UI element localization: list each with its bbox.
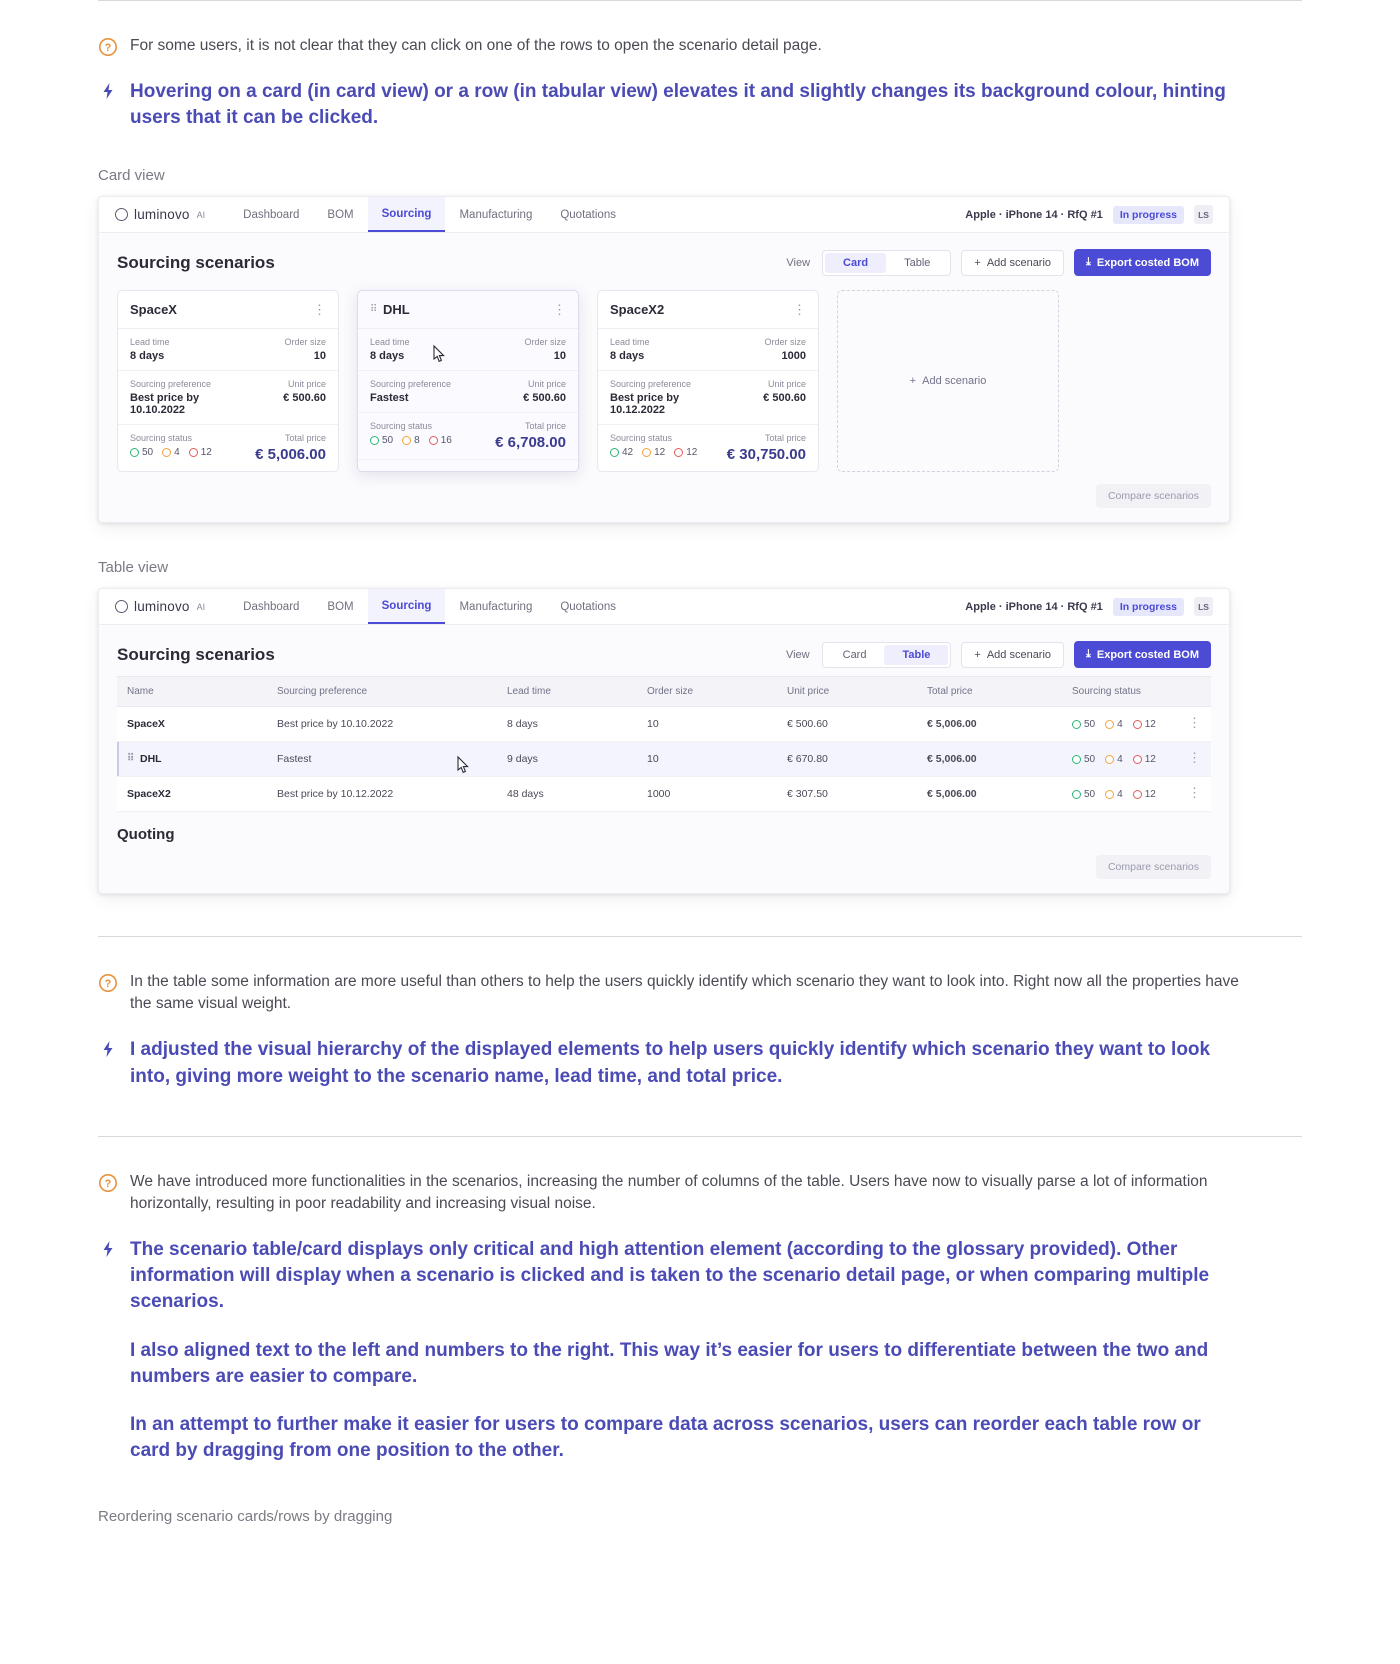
add-scenario-label: Add scenario <box>986 648 1052 661</box>
panel-footer-card <box>99 472 1229 522</box>
status-amber-count: 4 <box>174 447 180 459</box>
order-size-cell <box>228 337 326 362</box>
divider-lower <box>98 1136 1302 1137</box>
section-problem-solution-1 <box>0 35 1400 131</box>
add-scenario-card-label: Add scenario <box>922 375 987 388</box>
lead-time-cell <box>130 337 228 362</box>
topbar-right <box>965 205 1213 224</box>
card-section-pref <box>118 371 338 425</box>
warning-circle-icon <box>162 448 171 457</box>
unit-price-cell <box>468 379 566 404</box>
divider-middle <box>98 936 1302 937</box>
scenario-name-with-handle <box>127 753 257 765</box>
lightning-bolt-icon <box>98 1239 118 1259</box>
nav-item-quotations[interactable]: Quotations <box>560 600 616 613</box>
app-logo <box>115 599 205 614</box>
sourcing-preference-value: Best price by 10.10.2022 <box>130 392 200 417</box>
unit-price-cell <box>708 379 806 416</box>
app-topbar <box>99 197 1229 233</box>
status-amber-count: 4 <box>1117 788 1123 800</box>
total-price-value: € 5,006.00 <box>255 446 326 464</box>
status-red-count: 12 <box>1144 753 1156 765</box>
main-nav <box>229 589 630 624</box>
error-circle-icon <box>429 436 438 445</box>
status-chip-amber <box>402 435 420 446</box>
scenario-card[interactable] <box>597 290 819 472</box>
nav-item-manufacturing[interactable]: Manufacturing <box>459 600 533 613</box>
cell-name <box>117 707 267 742</box>
panel-actions <box>786 641 1211 668</box>
scenario-card-hovered[interactable] <box>357 290 579 472</box>
plus-icon: + <box>974 648 981 661</box>
error-circle-icon <box>1133 790 1142 799</box>
status-chip-red <box>429 435 452 446</box>
nav-item-manufacturing[interactable]: Manufacturing <box>459 208 533 221</box>
topbar-right <box>965 597 1213 616</box>
table-row-hovered[interactable] <box>117 742 1211 777</box>
order-size-label: Order size <box>524 337 566 348</box>
error-circle-icon <box>189 448 198 457</box>
status-amber-count: 4 <box>1117 718 1123 730</box>
drag-handle-icon[interactable]: ⠿ <box>370 303 377 315</box>
lead-time-cell <box>610 337 708 362</box>
svg-text:?: ? <box>104 42 112 54</box>
status-red-count: 12 <box>686 447 698 459</box>
card-header <box>358 291 578 329</box>
status-chip-amber <box>1105 719 1123 730</box>
check-circle-icon <box>1072 790 1081 799</box>
panel-footer-table <box>99 843 1229 893</box>
page-title: Sourcing scenarios <box>117 252 275 272</box>
more-options-icon[interactable]: ⋮ <box>1188 715 1201 731</box>
check-circle-icon <box>610 448 619 457</box>
solution-text-1: Hovering on a card (in card view) or a row (in tabular view) elevates it and slightly changes its background colour, hinting users that it can be clicked. <box>130 81 1226 129</box>
unit-price-label: Unit price <box>767 379 806 390</box>
view-toggle <box>822 642 952 668</box>
sourcing-preference-value: Best price by 10.12.2022 <box>610 392 680 417</box>
sourcing-status-cell <box>370 421 468 451</box>
table-header-row <box>117 677 1211 707</box>
status-red-count: 12 <box>1144 718 1156 730</box>
problem-row-3 <box>98 1171 1302 1215</box>
sourcing-preference-cell <box>130 379 228 416</box>
status-red-count: 16 <box>440 435 452 447</box>
caption-table-view: Table view <box>98 559 169 577</box>
compare-scenarios-button[interactable]: Compare scenarios <box>1096 855 1211 879</box>
status-chip-group <box>370 435 468 446</box>
status-green-count: 42 <box>622 447 634 459</box>
scenario-table-wrapper <box>99 676 1229 812</box>
order-size-cell <box>708 337 806 362</box>
cell-sourcing-preference: Fastest <box>267 742 497 777</box>
status-chip-green <box>1072 754 1095 765</box>
status-chip-group <box>130 447 228 458</box>
cell-unit-price: € 670.80 <box>777 742 917 777</box>
scenario-name: DHL <box>140 753 162 766</box>
cell-sourcing-preference: Best price by 10.10.2022 <box>267 707 497 742</box>
status-chip-group <box>610 447 708 458</box>
col-total-price[interactable]: Total price <box>917 677 1062 707</box>
card-section-pref <box>358 371 578 413</box>
cell-total-price: € 5,006.00 <box>917 777 1062 812</box>
col-name[interactable]: Name <box>117 677 267 707</box>
breadcrumb: Apple · iPhone 14 · RfQ #1 <box>965 600 1103 613</box>
lead-time-value: 8 days <box>130 350 165 363</box>
solution-row-1 <box>98 79 1302 131</box>
sourcing-preference-cell <box>370 379 468 404</box>
sourcing-status-label: Sourcing status <box>130 433 193 444</box>
main-nav <box>229 197 630 232</box>
total-price-label: Total price <box>284 433 326 444</box>
status-badge: In progress <box>1113 598 1184 616</box>
nav-item-sourcing[interactable]: Sourcing <box>368 197 446 232</box>
solution-row-2 <box>98 1037 1302 1089</box>
check-circle-icon <box>1072 755 1081 764</box>
status-chip-red <box>1133 754 1156 765</box>
status-chip-red <box>1133 719 1156 730</box>
download-icon: ⤓ <box>1086 648 1091 661</box>
order-size-value: 1000 <box>781 350 806 363</box>
cell-sourcing-status <box>1062 707 1178 742</box>
compare-scenarios-button[interactable]: Compare scenarios <box>1096 484 1211 508</box>
view-label: View <box>786 256 811 269</box>
solution-text-2: I adjusted the visual hierarchy of the displayed elements to help users quickly identify which scenario they want to look into, giving more weight to the scenario name, lead time, and total price. <box>130 1039 1211 1087</box>
sourcing-preference-cell <box>610 379 708 416</box>
scenario-name: SpaceX2 <box>610 302 665 318</box>
section-problem-solution-2 <box>0 971 1400 1089</box>
warning-circle-icon <box>402 436 411 445</box>
question-mark-icon <box>98 37 118 57</box>
page-title: Sourcing scenarios <box>117 644 275 664</box>
col-sourcing-status[interactable]: Sourcing status <box>1062 677 1178 707</box>
card-header <box>118 291 338 329</box>
lead-time-label: Lead time <box>130 337 170 348</box>
nav-item-quotations[interactable]: Quotations <box>560 208 616 221</box>
nav-item-dashboard[interactable]: Dashboard <box>243 208 300 221</box>
card-header <box>598 291 818 329</box>
nav-item-bom[interactable]: BOM <box>327 600 354 613</box>
order-size-value: 10 <box>313 350 326 363</box>
download-icon: ⤓ <box>1086 256 1091 269</box>
status-red-count: 12 <box>200 447 212 459</box>
svg-text:?: ? <box>104 978 112 991</box>
status-green-count: 50 <box>382 435 394 447</box>
cell-name <box>117 742 267 777</box>
card-section-status <box>598 425 818 471</box>
unit-price-label: Unit price <box>287 379 326 390</box>
nav-item-dashboard[interactable]: Dashboard <box>243 600 300 613</box>
order-size-value: 10 <box>553 350 566 363</box>
lead-time-value: 8 days <box>370 350 405 363</box>
solution-text-3c: In an attempt to further make it easier for users to compare data across scenarios, users can reorder each table row or card by dragging from one position to the other. <box>130 1413 1201 1462</box>
breadcrumb: Apple · iPhone 14 · RfQ #1 <box>965 208 1103 221</box>
scenario-name: SpaceX <box>130 302 177 318</box>
plus-icon: + <box>974 256 981 269</box>
lead-time-cell <box>370 337 468 362</box>
export-bom-label: Export costed BOM <box>1096 256 1199 269</box>
unit-price-value: € 500.60 <box>283 392 326 405</box>
total-price-value: € 6,708.00 <box>495 434 566 452</box>
total-price-cell <box>468 421 566 451</box>
status-green-count: 50 <box>1084 788 1096 800</box>
warning-circle-icon <box>1105 790 1114 799</box>
panel-header-card <box>99 233 1229 284</box>
panel-header-table <box>99 625 1229 676</box>
status-green-count: 50 <box>1084 718 1096 730</box>
scenario-name: SpaceX <box>127 718 165 731</box>
cell-lead-time: 48 days <box>497 777 637 812</box>
logo-text: luminovo <box>134 207 190 223</box>
unit-price-label: Unit price <box>527 379 566 390</box>
drag-handle-icon[interactable]: ⠿ <box>127 753 134 765</box>
more-options-icon[interactable]: ⋮ <box>313 301 326 317</box>
status-green-count: 50 <box>142 447 154 459</box>
cell-sourcing-status <box>1062 777 1178 812</box>
status-chip-green <box>370 435 393 446</box>
logo-text: luminovo <box>134 599 190 615</box>
add-scenario-label: Add scenario <box>986 256 1052 269</box>
problem-text-1: For some users, it is not clear that they can click on one of the rows to open the scenario detail page. <box>130 37 822 54</box>
cell-actions <box>1178 777 1211 812</box>
tab-table-view[interactable]: Table <box>884 645 948 665</box>
cell-order-size: 10 <box>637 707 777 742</box>
add-scenario-card[interactable] <box>837 290 1059 472</box>
card-section-lead <box>118 329 338 371</box>
total-price-value: € 30,750.00 <box>726 446 806 464</box>
status-badge: In progress <box>1113 206 1184 224</box>
solution-row-3 <box>98 1237 1302 1465</box>
status-chip-group <box>1072 719 1168 730</box>
cell-sourcing-preference: Best price by 10.12.2022 <box>267 777 497 812</box>
check-circle-icon <box>1072 720 1081 729</box>
export-costed-bom-button[interactable] <box>1074 249 1211 276</box>
status-chip-amber <box>162 447 180 458</box>
app-topbar <box>99 589 1229 625</box>
question-mark-icon <box>98 1173 118 1193</box>
view-toggle <box>822 250 951 276</box>
caption-card-view: Card view <box>98 167 165 185</box>
cell-total-price: € 5,006.00 <box>917 742 1062 777</box>
scenario-card-list <box>99 284 1229 472</box>
scenario-name: DHL <box>383 302 410 318</box>
cell-actions <box>1178 707 1211 742</box>
status-chip-green <box>1072 719 1095 730</box>
card-section-lead <box>358 329 578 371</box>
warning-circle-icon <box>642 448 651 457</box>
unit-price-value: € 500.60 <box>763 392 806 405</box>
lead-time-label: Lead time <box>370 337 410 348</box>
col-actions <box>1178 677 1211 707</box>
total-price-label: Total price <box>524 421 566 432</box>
order-size-label: Order size <box>284 337 326 348</box>
tab-table-view[interactable]: Table <box>904 256 931 269</box>
check-circle-icon <box>370 436 379 445</box>
status-amber-count: 12 <box>654 447 666 459</box>
status-chip-red <box>1133 789 1156 800</box>
solution-paragraphs-3 <box>130 1237 1240 1465</box>
table-row[interactable] <box>117 777 1211 812</box>
unit-price-value: € 500.60 <box>523 392 566 405</box>
panel-actions <box>786 249 1211 276</box>
status-chip-group <box>1072 789 1168 800</box>
warning-circle-icon <box>1105 720 1114 729</box>
sourcing-status-label: Sourcing status <box>370 421 433 432</box>
order-size-cell <box>468 337 566 362</box>
status-chip-red <box>189 447 212 458</box>
export-bom-label: Export costed BOM <box>1096 648 1199 661</box>
status-chip-green <box>130 447 153 458</box>
app-logo <box>115 207 205 222</box>
view-label: View <box>785 648 810 661</box>
add-scenario-button[interactable] <box>961 250 1064 276</box>
logo-ring-icon <box>115 600 128 613</box>
cell-unit-price: € 307.50 <box>777 777 917 812</box>
avatar[interactable]: LS <box>1194 205 1213 224</box>
divider-top <box>98 0 1302 1</box>
lead-time-label: Lead time <box>610 337 650 348</box>
status-green-count: 50 <box>1084 753 1096 765</box>
card-section-pref <box>598 371 818 425</box>
sourcing-status-cell <box>610 433 708 463</box>
total-price-cell <box>708 433 806 463</box>
nav-item-bom[interactable]: BOM <box>327 208 354 221</box>
avatar[interactable]: LS <box>1194 597 1213 616</box>
card-section-status <box>358 413 578 460</box>
cell-total-price: € 5,006.00 <box>917 707 1062 742</box>
status-chip-green <box>1072 789 1095 800</box>
nav-item-sourcing[interactable]: Sourcing <box>368 589 446 624</box>
status-red-count: 12 <box>1144 788 1156 800</box>
more-options-icon[interactable]: ⋮ <box>1188 785 1201 801</box>
status-chip-amber <box>642 447 665 458</box>
cell-lead-time: 8 days <box>497 707 637 742</box>
status-amber-count: 4 <box>1117 753 1123 765</box>
problem-text-3: We have introduced more functionalities in the scenarios, increasing the number of columns of the table. Users have now to visually parse a lot of information horizontally, resulting in poor readability and increasing visual noise. <box>130 1172 1208 1212</box>
cell-name <box>117 777 267 812</box>
cell-actions <box>1178 742 1211 777</box>
solution-text-3a: The scenario table/card displays only critical and high attention element (according to the glossary provided). Other information will display when a scenario is clicked and is taken to the scenario detail page, or when comparing multiple scenarios. <box>130 1238 1210 1313</box>
status-chip-group <box>1072 754 1168 765</box>
sourcing-preference-label: Sourcing preference <box>610 379 692 390</box>
col-sourcing-preference[interactable]: Sourcing preference <box>267 677 497 707</box>
lead-time-value: 8 days <box>610 350 645 363</box>
tab-card-view[interactable]: Card <box>825 253 886 273</box>
cell-order-size: 10 <box>637 742 777 777</box>
cell-sourcing-status <box>1062 742 1178 777</box>
sourcing-preference-label: Sourcing preference <box>370 379 452 390</box>
sourcing-status-label: Sourcing status <box>610 433 673 444</box>
plus-icon: + <box>909 375 917 388</box>
add-scenario-button[interactable] <box>961 642 1064 668</box>
card-section-status <box>118 425 338 471</box>
problem-row-2 <box>98 971 1302 1015</box>
col-unit-price[interactable]: Unit price <box>777 677 917 707</box>
status-chip-red <box>674 447 697 458</box>
lightning-bolt-icon <box>98 81 118 101</box>
more-options-icon[interactable]: ⋮ <box>793 301 806 317</box>
error-circle-icon <box>1133 720 1142 729</box>
logo-sub-text: AI <box>196 209 206 220</box>
sourcing-preference-value: Fastest <box>370 392 409 405</box>
cell-order-size: 1000 <box>637 777 777 812</box>
export-costed-bom-button[interactable] <box>1074 641 1211 668</box>
mock-window-card-view <box>98 196 1230 523</box>
logo-sub-text: AI <box>196 601 206 612</box>
problem-row-1 <box>98 35 1302 57</box>
tab-card-view[interactable]: Card <box>842 648 867 661</box>
status-chip-amber <box>1105 754 1123 765</box>
error-circle-icon <box>1133 755 1142 764</box>
sourcing-status-cell <box>130 433 228 463</box>
mock-window-table-view <box>98 588 1230 894</box>
scenario-name: SpaceX2 <box>127 788 171 801</box>
status-chip-amber <box>1105 789 1123 800</box>
caption-reordering: Reordering scenario cards/rows by dragging <box>98 1508 393 1526</box>
col-lead-time[interactable]: Lead time <box>497 677 637 707</box>
quoting-section-title: Quoting <box>117 826 175 844</box>
more-options-icon[interactable]: ⋮ <box>1188 750 1201 766</box>
solution-text-3b: I also aligned text to the left and numbers to the right. This way it’s easier for users to differentiate between the two and numbers are easier to compare. <box>130 1339 1209 1387</box>
table-row[interactable] <box>117 707 1211 742</box>
more-options-icon[interactable]: ⋮ <box>553 301 566 317</box>
scenario-card[interactable] <box>117 290 339 472</box>
status-amber-count: 8 <box>414 435 420 447</box>
unit-price-cell <box>228 379 326 416</box>
scenario-table <box>117 676 1211 812</box>
logo-ring-icon <box>115 208 128 221</box>
total-price-label: Total price <box>764 433 806 444</box>
cell-lead-time: 9 days <box>497 742 637 777</box>
problem-text-2: In the table some information are more useful than others to help the users quickly identify which scenario they want to look into. Right now all the properties have the same visual weight. <box>130 973 1239 1013</box>
question-mark-icon <box>98 973 118 993</box>
col-order-size[interactable]: Order size <box>637 677 777 707</box>
warning-circle-icon <box>1105 755 1114 764</box>
check-circle-icon <box>130 448 139 457</box>
sourcing-preference-label: Sourcing preference <box>130 379 212 390</box>
error-circle-icon <box>674 448 683 457</box>
svg-text:?: ? <box>104 1177 112 1190</box>
order-size-label: Order size <box>764 337 806 348</box>
card-section-lead <box>598 329 818 371</box>
total-price-cell <box>228 433 326 463</box>
status-chip-green <box>610 447 633 458</box>
section-problem-solution-3 <box>0 1171 1400 1465</box>
cell-unit-price: € 500.60 <box>777 707 917 742</box>
lightning-bolt-icon <box>98 1039 118 1059</box>
